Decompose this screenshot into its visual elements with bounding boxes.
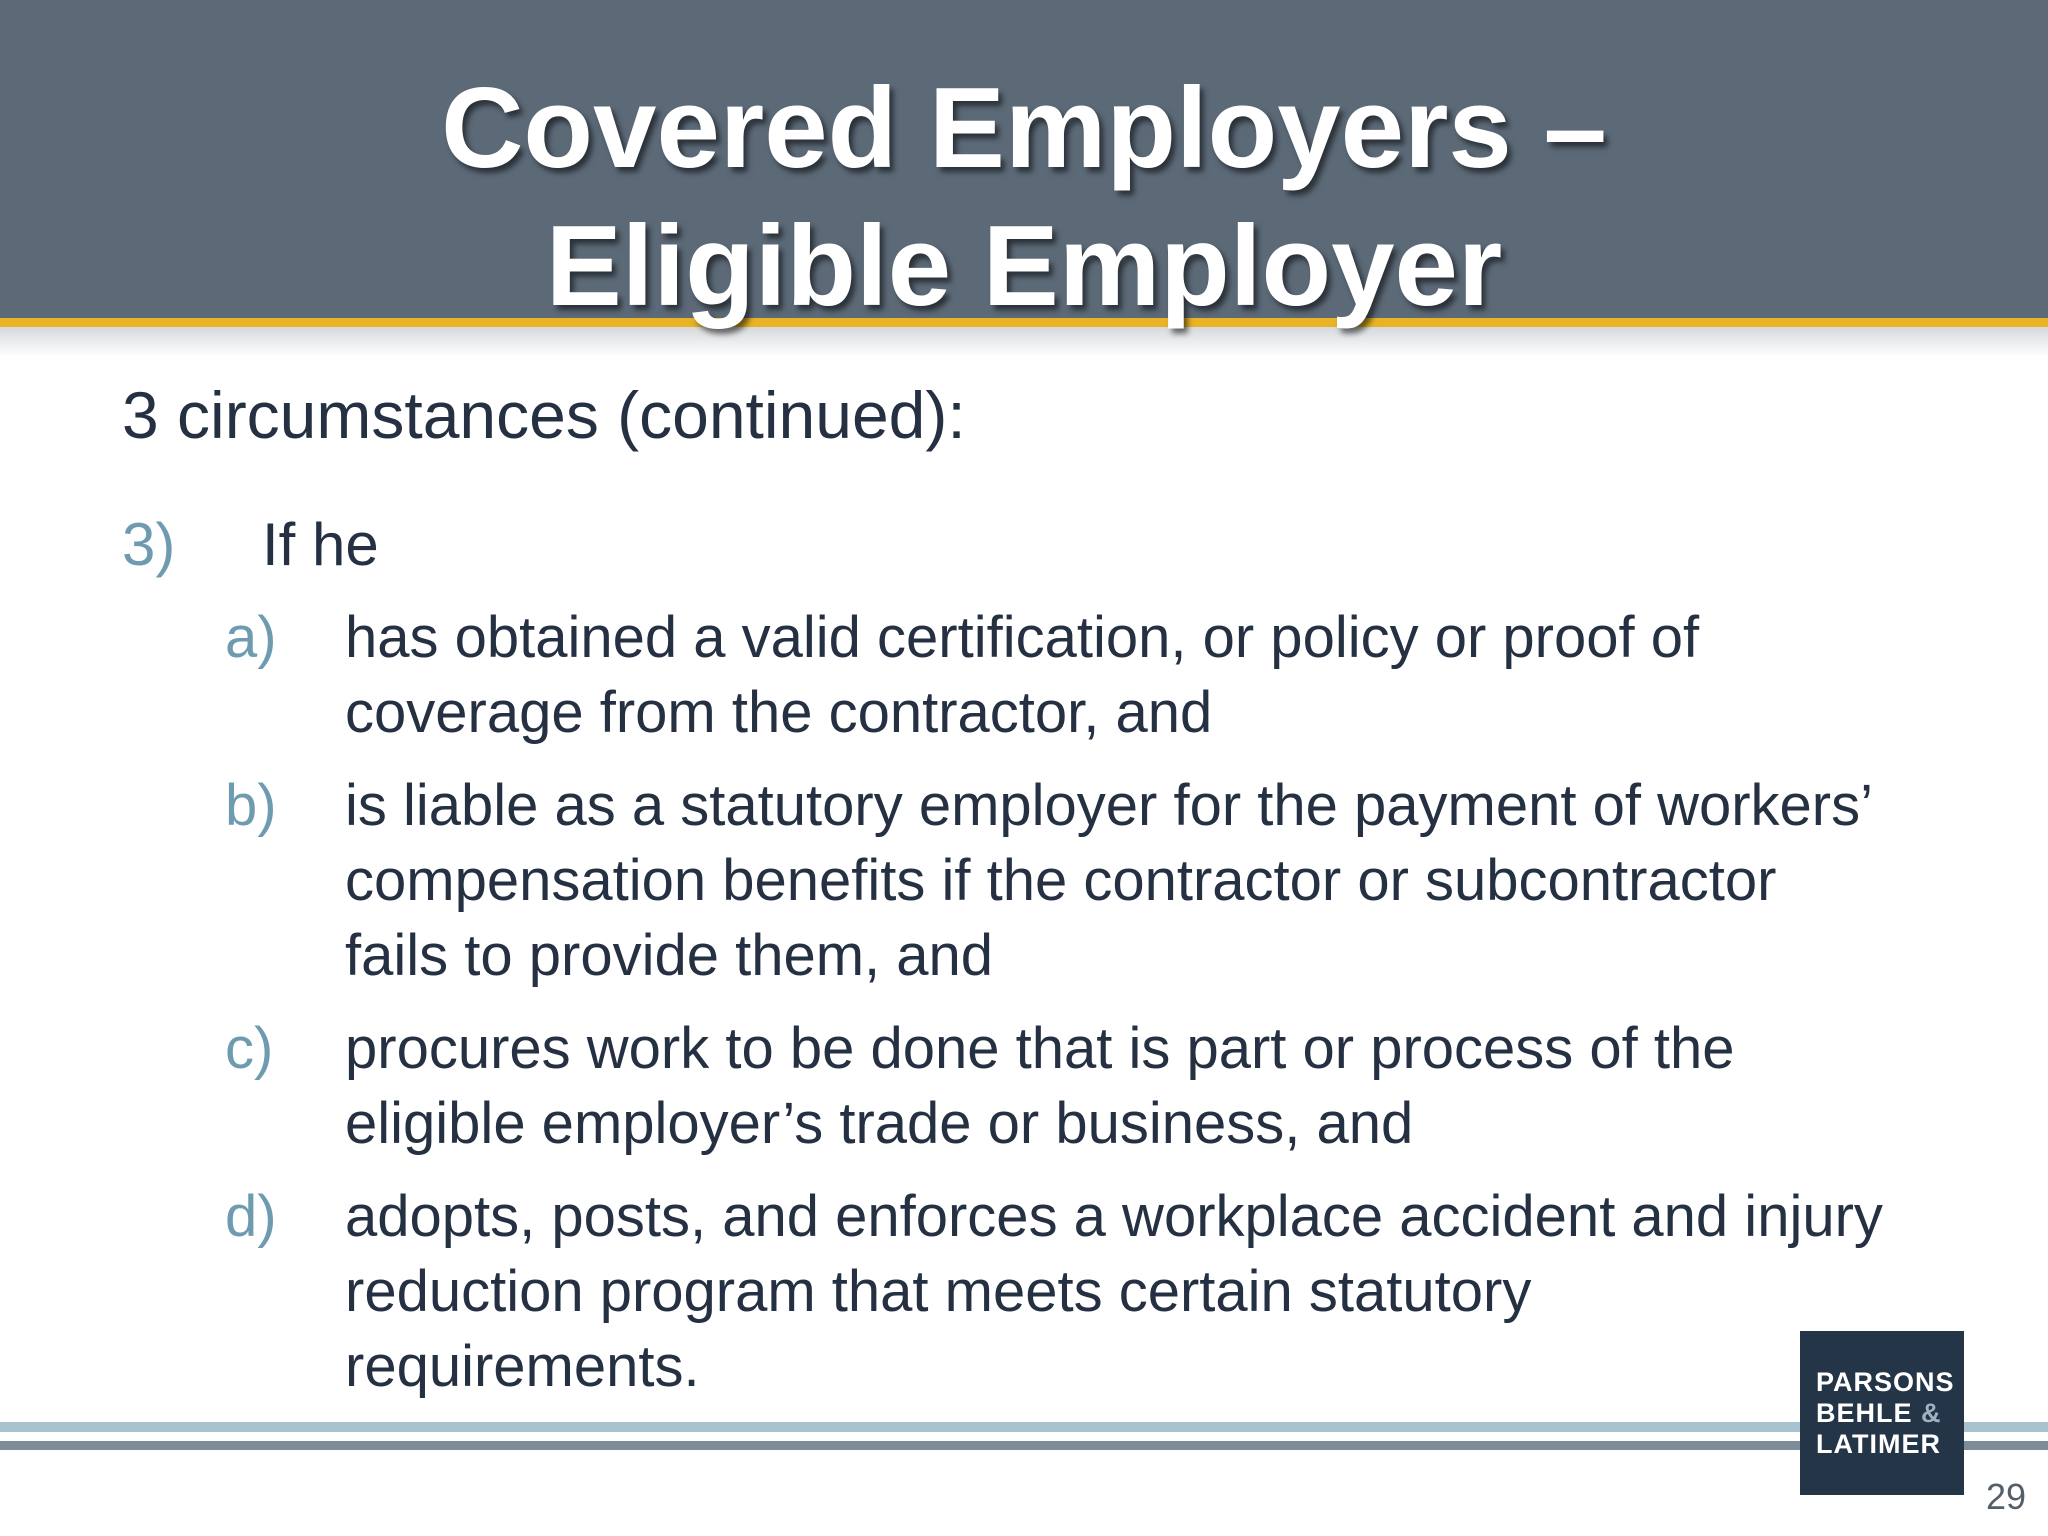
sub-item-text: procures work to be done that is part or process of the eligible employer’s trade or business, and	[345, 1016, 1735, 1156]
logo-word-behle: BEHLE	[1816, 1398, 1913, 1428]
logo-line-2	[1816, 1398, 1964, 1429]
logo-line-3: LATIMER	[1816, 1429, 1941, 1459]
list-item-3	[122, 508, 379, 582]
list-item-text: If he	[262, 511, 379, 578]
sub-item-text: is liable as a statutory employer for the payment of workers’ compensation benefits if the contractor or subcontractor fails to provide them, and	[345, 773, 1871, 988]
sub-item-d	[225, 1179, 1885, 1404]
sub-item-marker: b)	[225, 773, 277, 838]
logo-ampersand: &	[1921, 1398, 1942, 1428]
footer-rule-dark	[0, 1441, 2048, 1450]
sub-item-text: adopts, posts, and enforces a workplace accident and injury reduction program that meets certain statutory requirements.	[345, 1184, 1883, 1399]
slide-title-line-1: Covered Employers –	[441, 65, 1607, 192]
list-marker: 3)	[122, 511, 176, 578]
sub-item-b	[225, 768, 1885, 993]
page-number: 29	[1985, 1476, 2026, 1517]
sub-item-marker: d)	[225, 1184, 277, 1249]
parsons-behle-latimer-logo	[1800, 1331, 1964, 1495]
sub-item-c	[225, 1011, 1885, 1161]
sub-item-marker: c)	[225, 1016, 274, 1081]
intro-text: 3 circumstances (continued):	[122, 378, 966, 452]
sub-item-text: has obtained a valid certification, or policy or proof of coverage from the contractor, and	[345, 605, 1700, 745]
slide-title	[0, 60, 2048, 336]
sub-item-marker: a)	[225, 605, 277, 670]
slide-title-line-2: Eligible Employer	[545, 203, 1503, 330]
logo-line-1: PARSONS	[1816, 1367, 1955, 1397]
sub-item-a	[225, 600, 1885, 750]
footer-rule-light	[0, 1422, 2048, 1432]
